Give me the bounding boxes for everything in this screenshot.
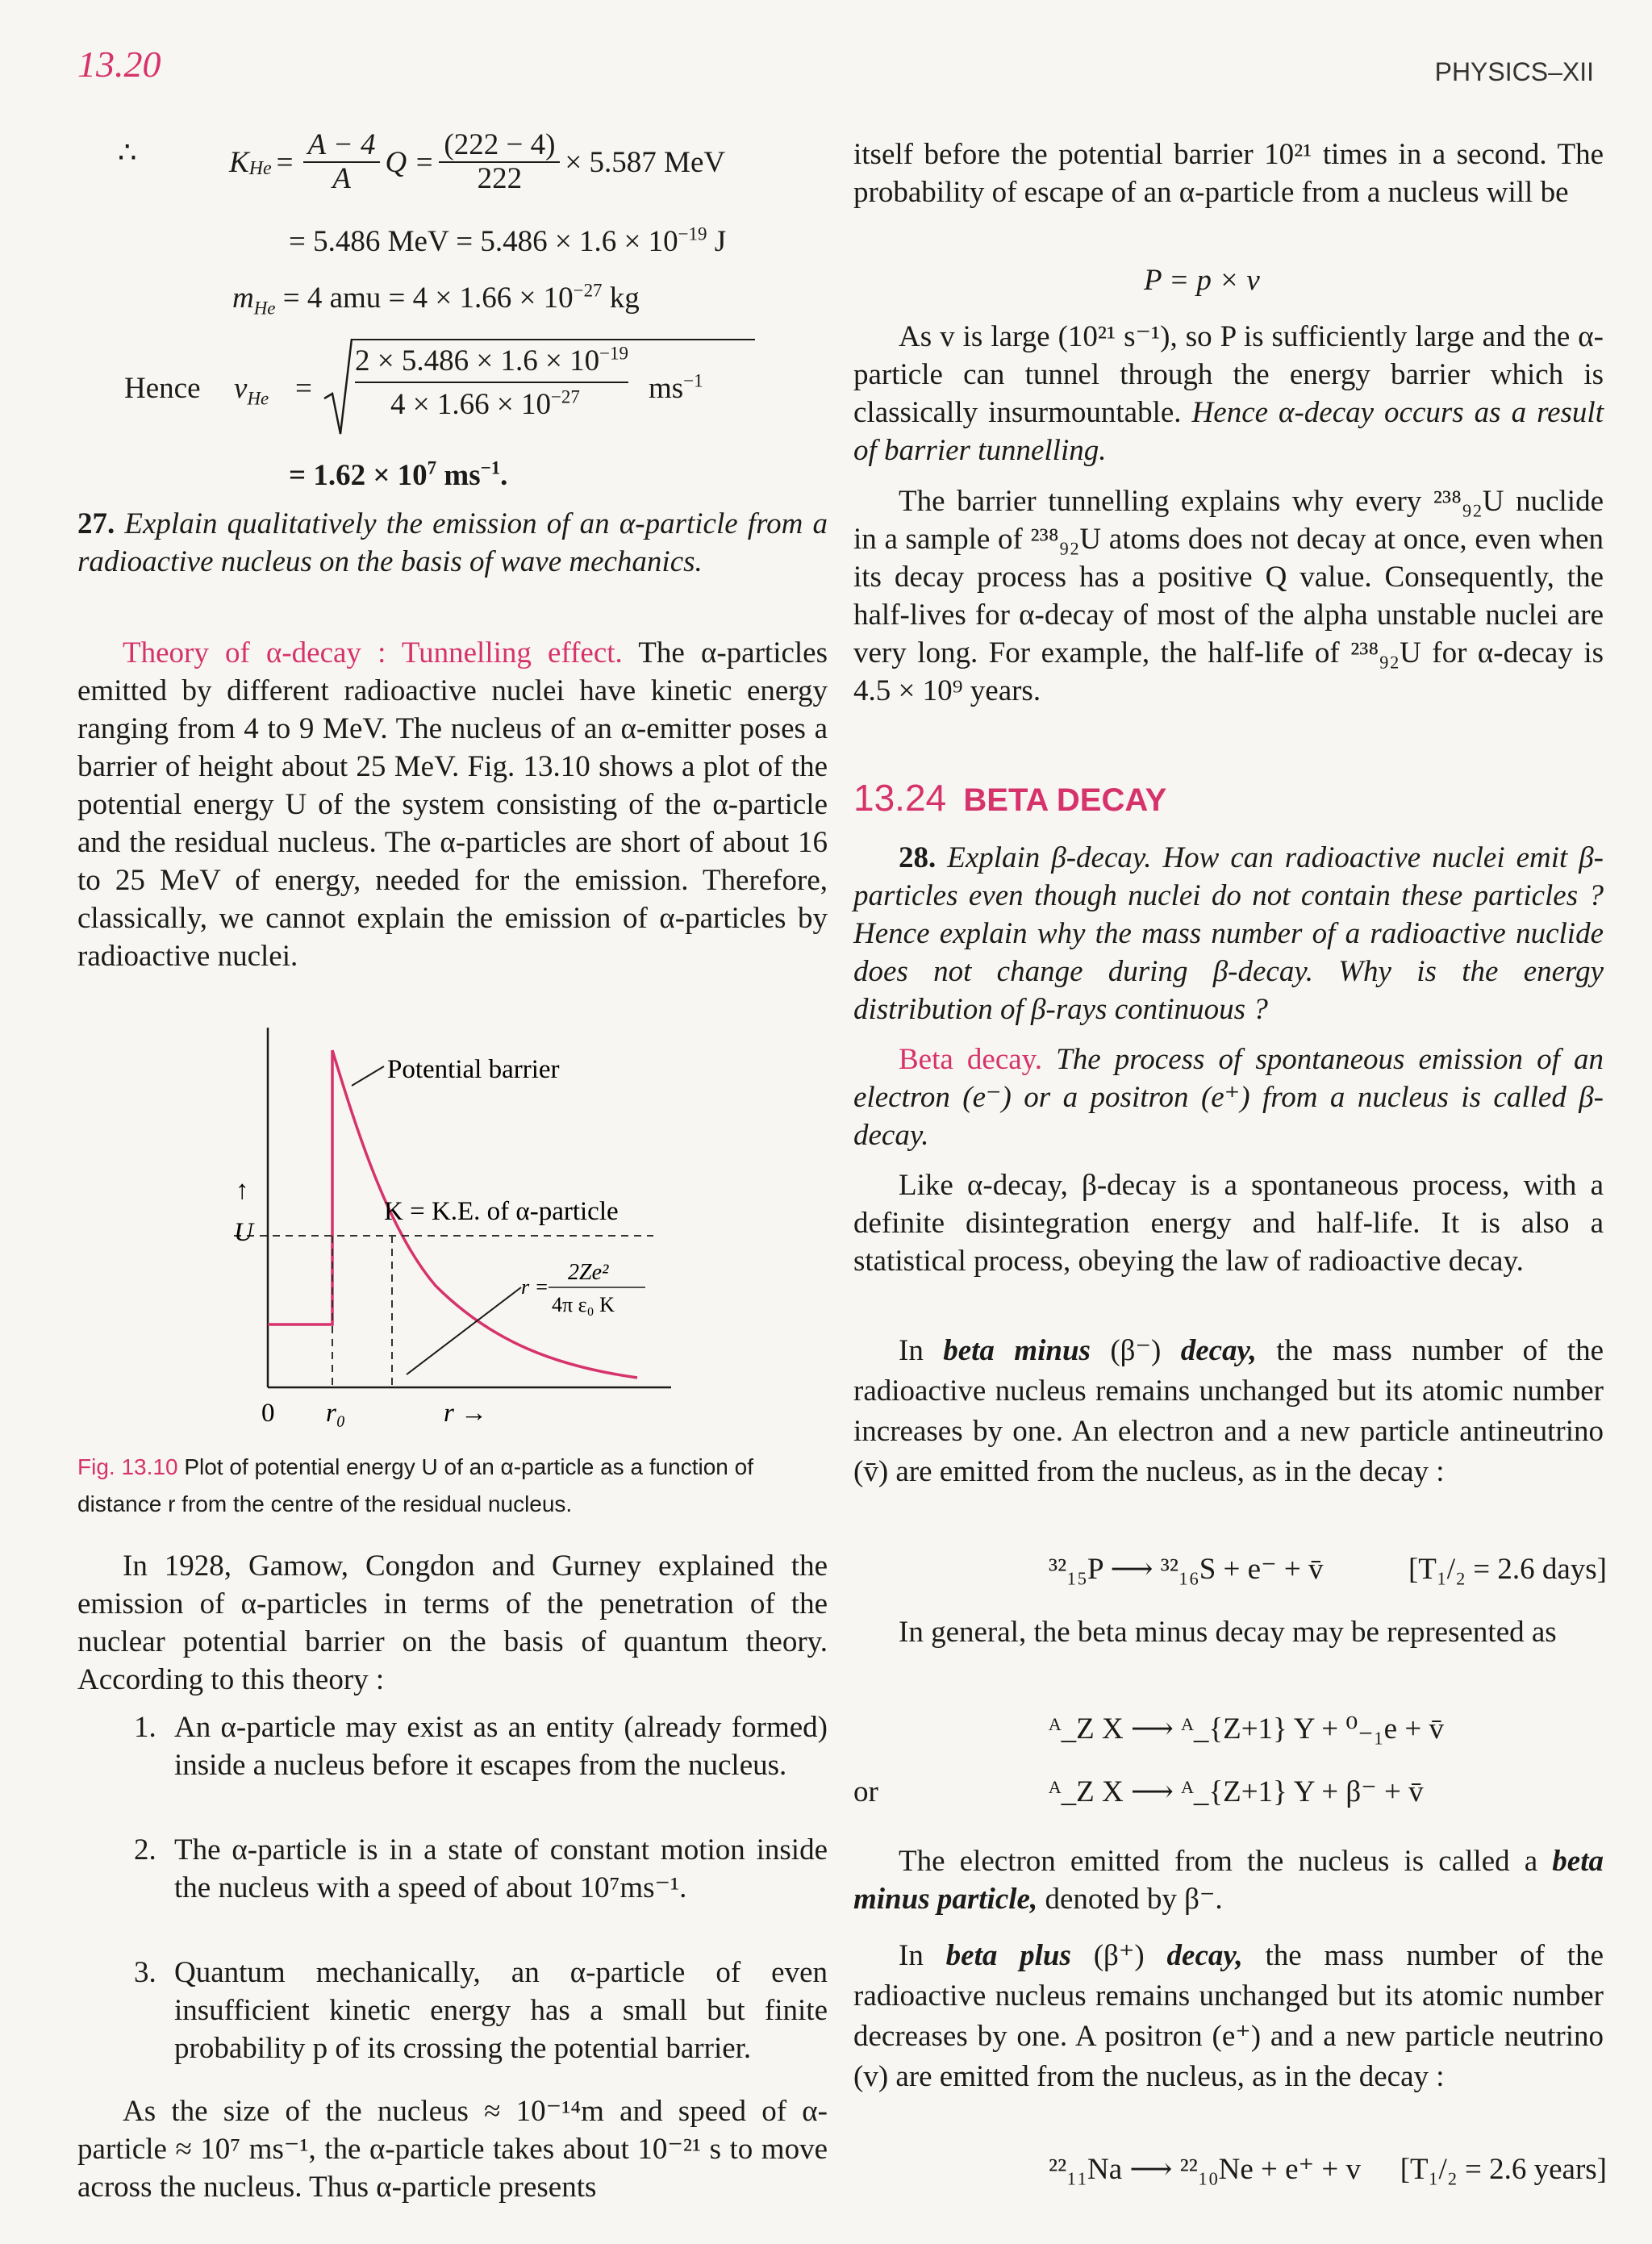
eq-result: = $1.62 \times 10^7$ $ms^{-1}$.: [289, 457, 508, 492]
nucleus-size-paragraph: As the size of the nucleus ≈ 10⁻¹⁴m and speed of α-particle ≈ 10⁷ ms⁻¹, the α-particle takes about 10⁻²¹ s to move across the nucleus. Thus α-particle presents: [77, 2095, 828, 2204]
page-number: 13.20: [77, 44, 161, 85]
sqrt-sign: [323, 334, 355, 439]
equation-na22-decay: ²²₁₁Na ⟶ ²²₁₀Ne + e⁺ + v: [1049, 2153, 1361, 2186]
label-r0: r₀: [326, 1399, 346, 1428]
label-r-num: 2Ze²: [568, 1260, 609, 1285]
fraction-a-4-over-a: $\frac{A - 4}{A}$: [303, 129, 381, 195]
half-life-p32: [T₁/₂ = 2.6 days]: [1408, 1553, 1607, 1586]
section-heading: 13.24 BETA DECAY: [853, 777, 1167, 819]
theory-heading: Theory of α-decay : Tunnelling effect.: [123, 636, 623, 669]
fraction-222: $\frac{(222 - 4)}{222}$: [439, 129, 560, 195]
continuation-paragraph: itself before the potential barrier 10²¹ times in a second. The probability of escape of an α-particle from a nucleus will be: [853, 138, 1604, 209]
label-zero: 0: [261, 1399, 275, 1428]
well-line: [268, 1050, 332, 1324]
question-28: 28. Explain β-decay. How can radioactive nuclei emit β-particles even though nuclei do not contain these particles ? Hence explain why the mass number of a radioactive nuclide does not change during β-decay. Why is the energy distribution of β-rays continuous ?: [853, 841, 1604, 1026]
label-r-eq: r =: [521, 1275, 549, 1299]
barrier-tunnelling-paragraph: The barrier tunnelling explains why every ²³⁸₉₂U nuclide in a sample of ²³⁸₉₂U atoms does not decay at once, even when its decay process has a positive Q value. Consequently, the half-lives for α-decay of most of the alpha unstable nuclei are very long. For example, the half-life of ²³⁸₉₂U for α-decay is 4.5 × 10⁹ years.: [853, 485, 1604, 707]
list-item: 2. The α-particle is in a state of constant motion inside the nucleus with a speed of about 10⁷ms⁻¹.: [134, 1833, 828, 1904]
tunnel-paragraph: As v is large (10²¹ s⁻¹), so P is sufficiently large and the α-particle can tunnel through the energy barrier which is classically insurmountable. Hence α-decay occurs as a result of barrier tunnelling.: [853, 320, 1604, 467]
like-alpha-paragraph: Like α-decay, β-decay is a spontaneous process, with a definite disintegration energy and half-life. It is also a statistical process, obeying the law of radioactive decay.: [853, 1169, 1604, 1278]
beta-decay-definition: Beta decay. The process of spontaneous emission of an electron (e⁻) or a positron (e⁺) from a nucleus is called β-decay.: [853, 1043, 1604, 1152]
eq-m-he: $m_{He} = 4$ amu = $4 \times 1.66 \times 10^{-27}$ kg: [232, 280, 640, 319]
eq-kinetic-energy: [118, 134, 137, 172]
gamow-paragraph: In 1928, Gamow, Congdon and Gurney explained the emission of α-particles in terms of the penetration of the nuclear potential barrier on the basis of quantum theory. According to this theory :: [77, 1550, 828, 1696]
or-label: or: [853, 1775, 878, 1808]
beta-plus-paragraph: In beta plus (β⁺) decay, the mass number of the radioactive nucleus remains unchanged but its atomic number decreases by one. A positron (e⁺) and a new particle neutrino (v) are emitted from the nucleus, as in the decay :: [853, 1939, 1604, 2093]
theory-paragraph: Theory of α-decay : Tunnelling effect. The α-particles emitted by different radioactive nuclei have kinetic energy ranging from 4 to 9 MeV. The nucleus of an α-emitter poses a barrier of height about 25 MeV. Fig. 13.10 shows a plot of the potential energy U of the system consisting of the α-particle and the residual nucleus. The α-particles are short of about 16 to 25 MeV of energy, needed for the emission. Therefore, classically, we cannot explain the emission of α-particles by radioactive nuclei.: [77, 636, 828, 973]
list-item: 3. Quantum mechanically, an α-particle of even insufficient kinetic energy has a small but finite probability p of its crossing the potential barrier.: [134, 1956, 828, 2065]
label-r-den: 4π ε₀ K: [552, 1293, 615, 1316]
beta-minus-paragraph: In beta minus (β⁻) decay, the mass number of the radioactive nucleus remains unchanged but its atomic number increases by one. An electron and a new particle antineutrino (v̄) are emitted from the nucleus, as in the decay :: [853, 1334, 1604, 1488]
barrier-pointer: [352, 1066, 384, 1086]
list-item: 1. An α-particle may exist as an entity (already formed) inside a nucleus before it escapes from the nucleus.: [134, 1711, 828, 1782]
equation-p32-decay: ³²₁₅P ⟶ ³²₁₆S + e⁻ + v̄: [1049, 1553, 1324, 1586]
eq-v-he: Hence $v_{He}$ = $2 \times 5.486 \times 1.6 \times 10^{-19}$ $4 \times 1.66 \times 10^{-27}$ $ms^{-1}$: [124, 334, 737, 439]
r-pointer: [407, 1287, 521, 1374]
therefore-symbol: ∴: [118, 136, 137, 169]
figure-caption: Fig. 13.10 Plot of potential energy U of an α-particle as a function of distance r from the centre of the residual nucleus.: [77, 1454, 754, 1516]
eq-line2: = 5.486 MeV = $5.486 \times 1.6 \times 10^{-19}$ J: [289, 223, 727, 258]
equation-general-1: ᴬ_Z X ⟶ ᴬ_{Z+1} Y + ⁰₋₁e + v̄: [1049, 1712, 1444, 1746]
label-u: U: [234, 1218, 253, 1247]
beta-minus-particle-paragraph: The electron emitted from the nucleus is called a beta minus particle, denoted by β⁻.: [853, 1845, 1604, 1916]
label-potential-barrier: Potential barrier: [387, 1055, 560, 1084]
half-life-na22: [T₁/₂ = 2.6 years]: [1400, 2153, 1607, 2186]
question-27: 27. Explain qualitatively the emission of an α-particle from a radioactive nucleus on the basis of wave mechanics.: [77, 507, 828, 578]
label-r-axis: r →: [444, 1399, 488, 1428]
eq-k-he: K He = $\frac{A - 4}{A}$ Q = $\frac{(222 - 4)}{222}$ × 5.587 MeV: [229, 128, 726, 195]
equation-general-2: ᴬ_Z X ⟶ ᴬ_{Z+1} Y + β⁻ + v̄: [1049, 1775, 1424, 1808]
general-paragraph: In general, the beta minus decay may be represented as: [899, 1616, 1557, 1649]
label-ke: K = K.E. of α-particle: [384, 1197, 619, 1226]
running-head: PHYSICS–XII: [1434, 57, 1594, 86]
beta-heading: Beta decay.: [899, 1043, 1043, 1076]
potential-barrier-figure: [218, 1028, 686, 1428]
probability-equation: P = p × v: [1144, 264, 1260, 297]
label-arrow-up: ↑: [236, 1176, 249, 1205]
